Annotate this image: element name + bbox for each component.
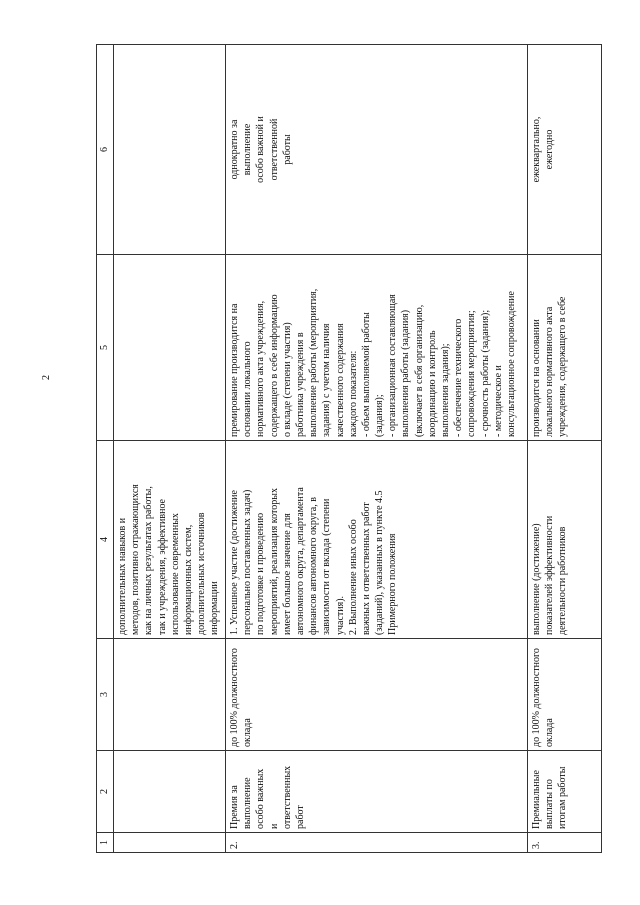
text-line: (включает в себя организацию, bbox=[413, 304, 425, 437]
text-line: ответственных bbox=[281, 765, 293, 829]
text-line: до 100% должностного bbox=[531, 648, 542, 747]
text-line: важных и ответственных работ bbox=[360, 502, 372, 635]
text-line: производится на основании bbox=[531, 319, 542, 437]
text-line: по подготовке и проведению bbox=[255, 512, 267, 635]
conditions-cell bbox=[114, 441, 226, 639]
text-line: и bbox=[268, 823, 280, 829]
text-line: сопровождения мероприятия; bbox=[466, 310, 478, 437]
header-cell: 3 bbox=[97, 639, 114, 751]
text-line: - методическое и bbox=[492, 365, 504, 437]
text-line: - организационная составляющая bbox=[387, 294, 399, 437]
text-line: содержащего в себе информацию bbox=[268, 294, 280, 437]
text-line: особо важных bbox=[255, 768, 267, 829]
text-line: каждого показателя: bbox=[347, 350, 359, 437]
header-cell: 1 bbox=[97, 833, 114, 853]
header-cell: 6 bbox=[97, 45, 114, 255]
frequency-cell bbox=[226, 45, 528, 255]
empty-cell bbox=[114, 639, 226, 751]
text-line: до 100% должностного bbox=[229, 648, 240, 747]
text-line: - обеспечение технического bbox=[453, 318, 465, 437]
text-line: выплаты по bbox=[544, 779, 556, 829]
text-line: о вкладе (степени участия) bbox=[281, 322, 293, 437]
text-line: работ bbox=[294, 805, 306, 829]
header-cell: 5 bbox=[97, 255, 114, 441]
table-row-3 bbox=[528, 45, 602, 853]
text-line: работы bbox=[281, 134, 293, 165]
text-line: Премия за bbox=[229, 785, 240, 829]
text-line: учреждения, содержащего в себе bbox=[557, 296, 569, 437]
text-line: ежегодно bbox=[544, 129, 556, 170]
text-line: премирование производится на bbox=[229, 303, 240, 437]
text-line: автономного округа, департамента bbox=[294, 487, 306, 635]
text-line: Премиальные bbox=[531, 770, 542, 829]
text-line: информационных систем, bbox=[182, 524, 194, 635]
text-line: нормативного акта учреждения, bbox=[255, 300, 267, 437]
text-line: оклада bbox=[544, 718, 556, 747]
page-number: 2 bbox=[41, 375, 52, 380]
frequency-cell bbox=[528, 45, 602, 255]
text-line: консультационное сопровождение bbox=[505, 291, 517, 437]
rotated-page bbox=[96, 45, 602, 853]
text-line: локального нормативного акта bbox=[544, 306, 556, 437]
text-line: задания) с учетом наличия bbox=[321, 323, 333, 437]
empty-cell bbox=[114, 255, 226, 441]
text-line: - объем выполняемой работы bbox=[360, 312, 372, 437]
table-row-continuation bbox=[114, 45, 226, 853]
payment-name-cell bbox=[528, 751, 602, 833]
procedure-cell bbox=[528, 255, 602, 441]
text-line: выполнения задания); bbox=[440, 343, 451, 437]
table-row-2 bbox=[226, 45, 528, 853]
text-line: имеет большое значение для bbox=[281, 513, 293, 635]
empty-cell bbox=[114, 45, 226, 255]
text-line: особо важной и bbox=[255, 116, 267, 183]
text-line: дополнительных навыков и bbox=[117, 517, 128, 635]
text-line: однократно за bbox=[229, 119, 240, 180]
text-line: выполнение работы (мероприятия, bbox=[308, 288, 320, 437]
column-number-header bbox=[97, 45, 114, 853]
text-line: ежеквартально, bbox=[531, 116, 542, 183]
header-cell: 4 bbox=[97, 441, 114, 639]
text-line: выполнения работы (задания) bbox=[400, 309, 412, 437]
text-line: деятельности работников bbox=[557, 526, 569, 635]
conditions-cell bbox=[226, 441, 528, 639]
text-line: персонально поставленных задач) bbox=[242, 489, 254, 635]
text-line: 1. Успешное участие (достижение bbox=[229, 490, 240, 635]
empty-cell bbox=[114, 751, 226, 833]
text-line: 2. Выполнение иных особо bbox=[347, 519, 359, 635]
text-line: координацию и контроль bbox=[426, 330, 438, 437]
text-line: дополнительных источников bbox=[196, 512, 208, 635]
text-line: мероприятий, реализация которых bbox=[268, 488, 280, 635]
procedure-cell bbox=[226, 255, 528, 441]
text-line: показателей эффективности bbox=[544, 515, 556, 635]
text-line: выполнение (достижение) bbox=[531, 523, 542, 635]
text-line: как на личных результатах работы, bbox=[143, 486, 155, 635]
conditions-cell bbox=[528, 441, 602, 639]
text-line: Примерного положения bbox=[387, 533, 399, 635]
text-line: работника учреждения в bbox=[294, 332, 306, 437]
text-line: участия). bbox=[334, 595, 346, 635]
text-line: основании локального bbox=[242, 341, 254, 437]
text-line: использование современных bbox=[169, 513, 181, 635]
payment-name-cell bbox=[226, 751, 528, 833]
amount-cell bbox=[226, 639, 528, 751]
text-line: (задания); bbox=[374, 394, 386, 437]
text-line: качественного содержания bbox=[334, 323, 346, 437]
text-line: методов, позитивно отражающихся bbox=[130, 484, 142, 635]
text-line: (заданий), указанных в пункте 4.5 bbox=[374, 490, 386, 635]
text-line: информации bbox=[209, 581, 221, 635]
row-number: 2. bbox=[226, 833, 528, 853]
text-line: так и учреждения, эффективное bbox=[156, 498, 168, 635]
header-cell: 2 bbox=[97, 751, 114, 833]
text-line: оклада bbox=[242, 718, 254, 747]
bonus-table bbox=[96, 44, 602, 853]
text-line: финансов автономного округа, в bbox=[308, 497, 320, 635]
text-line: выполнение bbox=[242, 123, 254, 176]
text-line: ответственной bbox=[268, 118, 280, 181]
text-line: зависимости от вклада (степени bbox=[321, 498, 333, 635]
text-line: - срочность работы (задания); bbox=[479, 309, 491, 437]
amount-cell bbox=[528, 639, 602, 751]
row-number: 3. bbox=[528, 833, 602, 853]
text-line: выполнение bbox=[242, 777, 254, 829]
text-line: итогам работы bbox=[557, 766, 569, 829]
empty-cell bbox=[114, 833, 226, 853]
